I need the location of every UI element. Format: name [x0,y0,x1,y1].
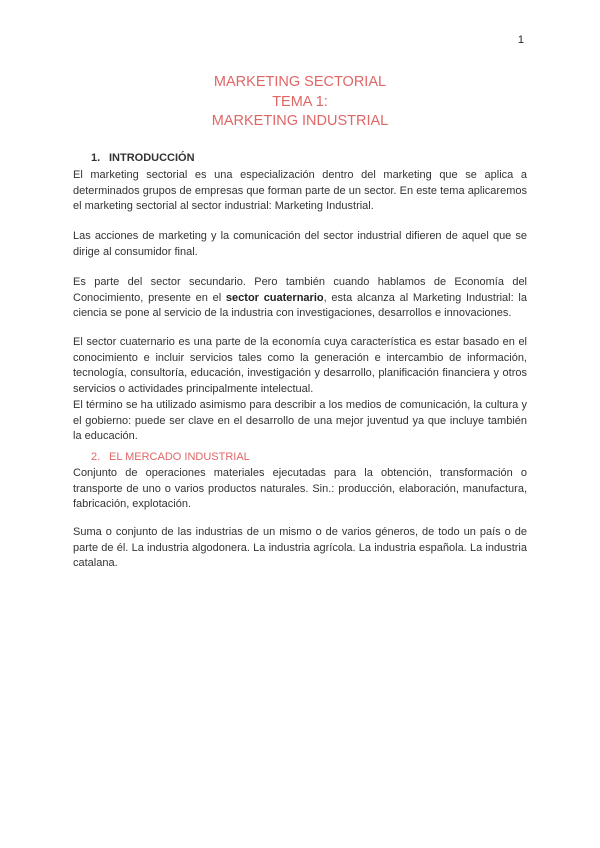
text: , esta alcanza al Marketing Industrial: la ciencia se pone al servicio de la industria con investigaciones, desarrollos e innovaciones. [73,291,527,320]
paragraph: Suma o conjunto de las industrias de un mismo o de varios géneros, de todo un país o de parte de él. La industria algodonera. La industria agrícola. La industria española. La industria catalana. [73,526,527,570]
paragraph [73,275,527,322]
paragraph: Conjunto de operaciones materiales ejecutadas para la obtención, transformación o transporte de uno o varios productos naturales. Sin.: producción, elaboración, manufactura, fabricación, explotación. [73,467,527,511]
section-2-heading [91,451,250,463]
section-1-heading [91,152,195,164]
title-line-3: MARKETING INDUSTRIAL [211,113,389,129]
section-number: 2. [91,451,101,463]
section-title: EL MERCADO INDUSTRIAL [109,451,250,463]
section-title: INTRODUCCIÓN [109,152,195,164]
text: Es parte del sector secundario. Pero también cuando hablamos de Economía del Conocimiento, presente en el [73,276,527,304]
paragraph: El marketing sectorial es una especialización dentro del marketing que se aplica a determinados grupos de empresas que forman parte de un sector. En este tema aplicaremos el marketing sectorial al sector industrial: Marketing Industrial. [73,169,527,213]
title-line-1: MARKETING SECTORIAL [213,74,387,90]
bold-term: sector cuaternario [225,291,324,304]
paragraph: Las acciones de marketing y la comunicación del sector industrial difieren de aquel que se dirige al consumidor final. [73,230,527,258]
section-number: 1. [91,152,101,164]
document-title [0,73,600,132]
paragraph: El sector cuaternario es una parte de la economía cuya característica es estar basado en el conocimiento e incluir servicios tales como la generación e intercambio de información, tecnología, consultoría, educación, investigación y desarrollo, planificación financiera y otros servicios o actividades principalmente intelectual. [73,336,527,395]
paragraph: El término se ha utilizado asimismo para describir a los medios de comunicación, la cultura y el gobierno: puede ser clave en el desarrollo de una mejor juventud ya que incluye también la educación. [73,399,527,443]
title-line-2: TEMA 1: [272,93,328,110]
page-number: 1 [517,34,524,46]
